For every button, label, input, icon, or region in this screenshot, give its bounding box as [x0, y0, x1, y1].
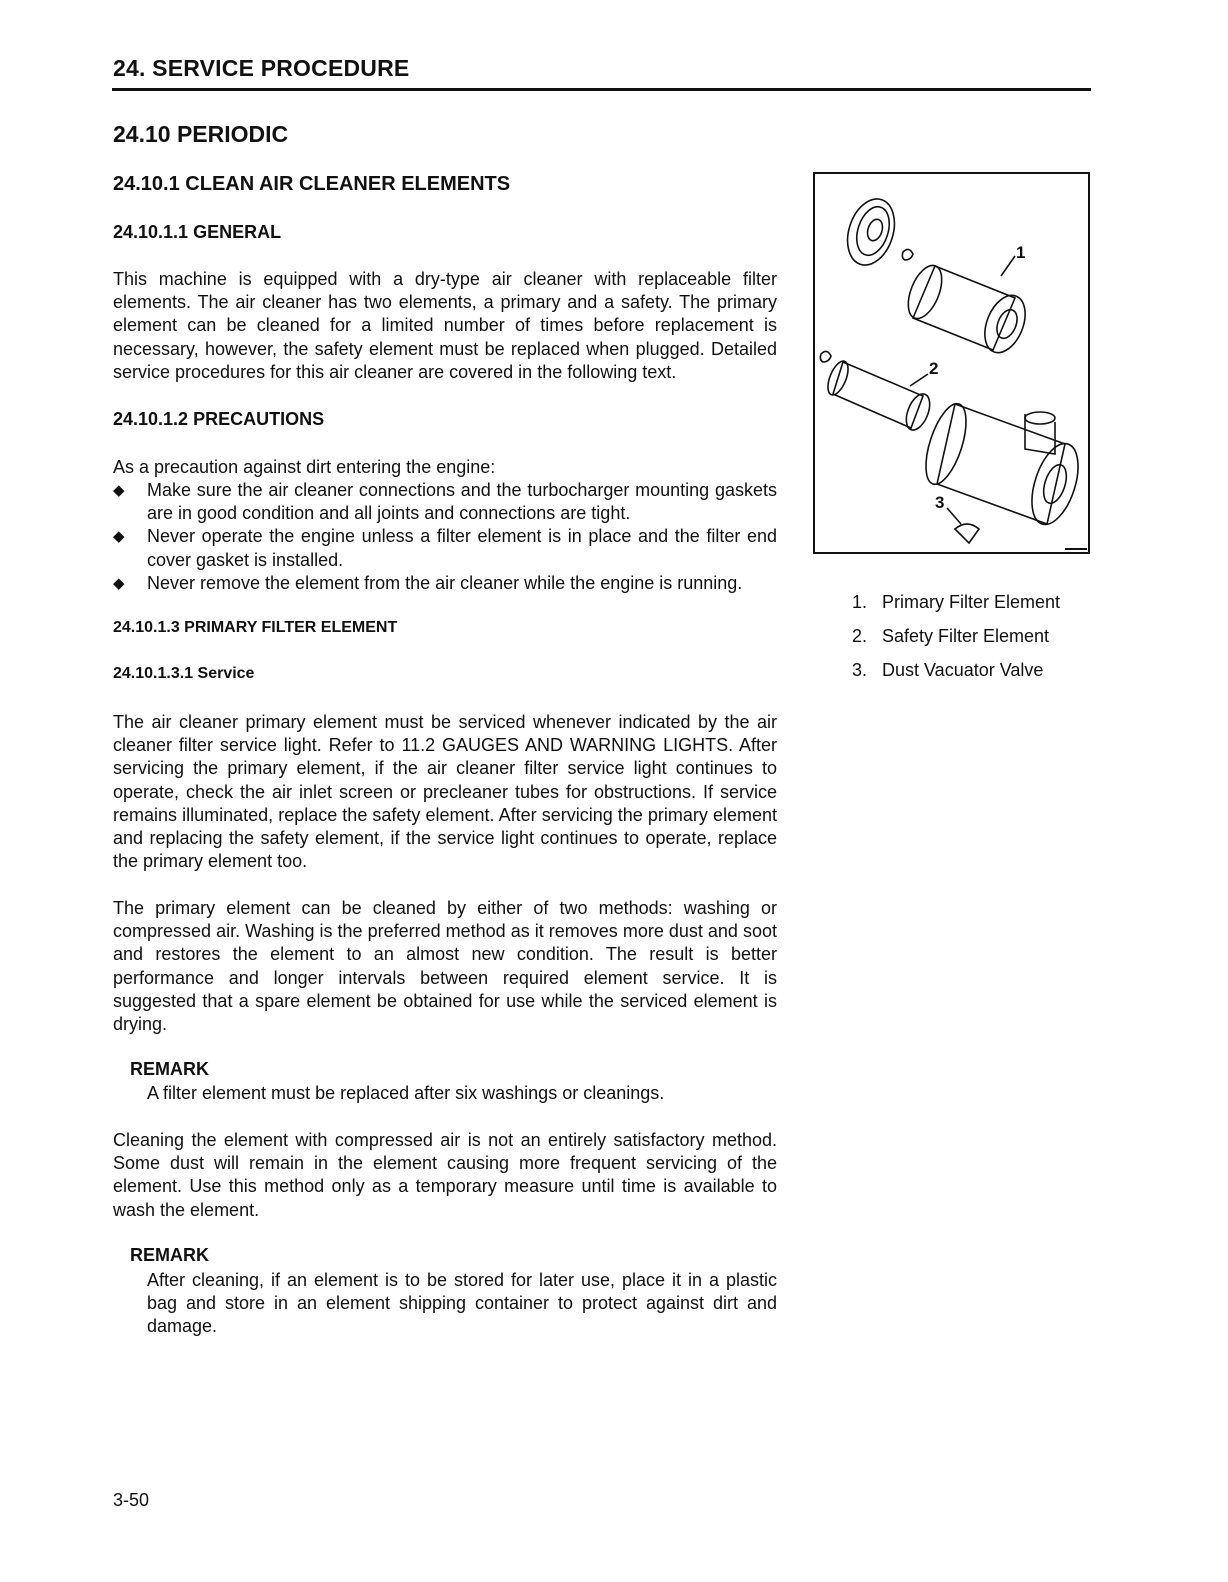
list-item: ◆ Never operate the engine unless a filter element is in place and the filter end cover gasket is installed.	[113, 526, 777, 570]
remark-text: A filter element must be replaced after six washings or cleanings.	[147, 1083, 665, 1103]
wing-nut-shape	[902, 249, 913, 260]
remark-text: After cleaning, if an element is to be stored for later use, place it in a plastic bag and store in an element shipping container to protect against dirt and damage.	[147, 1270, 777, 1337]
service-paragraph-2: The primary element can be cleaned by either of two methods: washing or compressed air. Washing is the preferred method as it removes more dust and soot and restores the element to an almost new condition. The result is better performance and longer intervals between required element service. It is suggested that a spare element be obtained for use while the serviced element is drying.	[113, 898, 777, 1035]
list-item: ◆ Never remove the element from the air cleaner while the engine is running.	[113, 572, 777, 595]
callout-3: 3	[935, 493, 945, 512]
bullet-diamond-icon: ◆	[113, 482, 125, 499]
figure-legend	[852, 592, 1060, 694]
safety-element-shape	[833, 362, 923, 428]
service-paragraph-1: The air cleaner primary element must be serviced whenever indicated by the air cleaner filter service light. Refer to 11.2 GAUGES AND WARNING LIGHTS. After servicing the primary element, if the air cleaner filter service light continues to operate, check the air inlet screen or precleaner tubes for obstructions. If service remains illuminated, replace the safety element. After servicing the primary element and replacing the safety element, if the service light continues to operate, replace the primary element too.	[113, 712, 777, 872]
chapter-title: 24. SERVICE PROCEDURE	[113, 55, 410, 81]
header-rule	[112, 88, 1091, 91]
precautions-intro: As a precaution against dirt entering the engine:	[113, 457, 496, 477]
legend-item: 1. Primary Filter Element	[852, 592, 1061, 612]
section-title: 24.10 PERIODIC	[113, 121, 289, 147]
general-paragraph: This machine is equipped with a dry-type air cleaner with replaceable filter elements. The air cleaner has two elements, a primary and a safety. The primary element can be cleaned for a limited number of times before replacement is necessary, however, the safety element must be replaced when plugged. Detailed service procedures for this air cleaner are covered in the following text.	[113, 269, 777, 382]
page-number: 3-50	[113, 1490, 150, 1510]
service-paragraph-3: Cleaning the element with compressed air is not an entirely satisfactory method. Some dust will remain in the element causing more frequent servicing of the element. Use this method only as a temporary measure until time is available to wash the element.	[113, 1130, 777, 1220]
air-cleaner-figure	[813, 172, 1090, 554]
bullet-diamond-icon: ◆	[113, 528, 125, 546]
primary-filter-heading: 24.10.1.3 PRIMARY FILTER ELEMENT	[113, 619, 398, 636]
air-cleaner-illustration	[815, 174, 1088, 552]
list-item: ◆ Make sure the air cleaner connections and the turbocharger mounting gaskets are in good condition and all joints and connections are tight.	[113, 480, 777, 524]
legend-item: 2. Safety Filter Element	[852, 626, 1050, 646]
vacuator-valve-shape	[955, 524, 979, 543]
general-heading: 24.10.1.1 GENERAL	[113, 222, 282, 242]
service-heading: 24.10.1.3.1 Service	[113, 665, 255, 682]
callout-1: 1	[1016, 243, 1026, 262]
precautions-heading: 24.10.1.2 PRECAUTIONS	[113, 409, 325, 429]
end-cover-shape	[840, 193, 903, 271]
legend-item: 3. Dust Vacuator Valve	[852, 660, 1044, 680]
housing-shape	[937, 404, 1065, 524]
subsection-title: 24.10.1 CLEAN AIR CLEANER ELEMENTS	[113, 173, 511, 195]
remark-heading: REMARK	[130, 1245, 209, 1265]
bullet-diamond-icon: ◆	[113, 574, 125, 592]
precautions-list	[113, 479, 777, 595]
callout-2: 2	[929, 359, 939, 378]
remark-heading: REMARK	[130, 1059, 209, 1079]
